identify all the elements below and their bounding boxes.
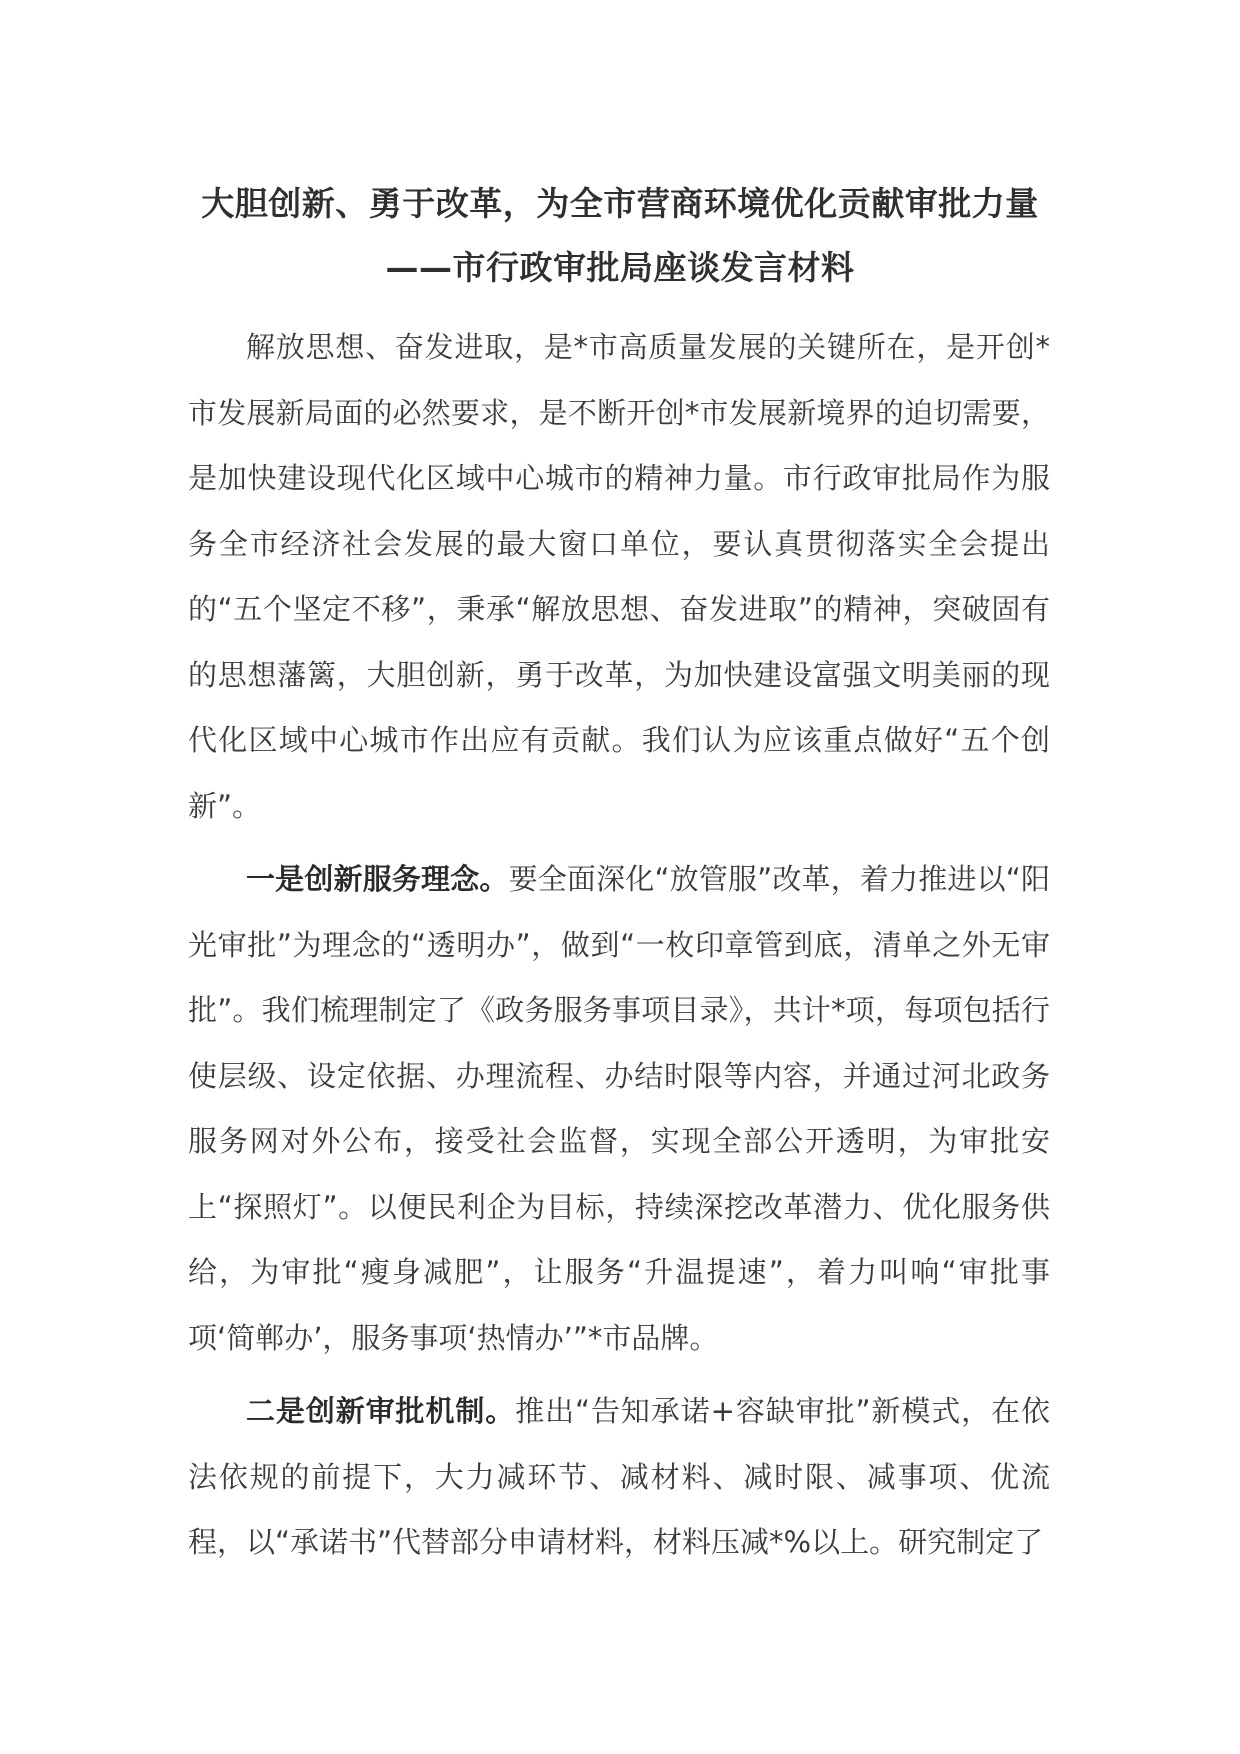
document-body xyxy=(188,315,1050,1576)
paragraph-intro xyxy=(188,315,1050,839)
paragraph-service-concept xyxy=(188,847,1050,1371)
paragraph-lead: 二是创新审批机制。 xyxy=(246,1394,516,1428)
document-subtitle: ——市行政审批局座谈发言材料 xyxy=(385,248,855,287)
paragraph-text: 要全面深化“放管服”改革，着力推进以“阳光审批”为理念的“透明办”，做到“一枚印章管到底，清单之外无审批”。我们梳理制定了《政务服务事项目录》，共计*项，每项包括行使层级、设定依据、办理流程、办结时限等内容，并通过河北政务服务网对外公布，接受社会监督，实现全部公开透明，为审批安上“探照灯”。以便民利企为目标，持续深挖改革潜力、优化服务供给，为审批“瘦身减肥”，让服务“升温提速”，着力叫响“审批事项‘简郸办’，服务事项‘热情办’”*市品牌。 xyxy=(188,862,1050,1355)
title-block xyxy=(150,172,1090,300)
document-title: 大胆创新、勇于改革，为全市营商环境优化贡献审批力量 xyxy=(201,184,1039,223)
paragraph-approval-mechanism xyxy=(188,1379,1050,1576)
paragraph-lead: 一是创新服务理念。 xyxy=(246,862,509,896)
paragraph-text: 解放思想、奋发进取，是*市高质量发展的关键所在，是开创*市发展新局面的必然要求，是不断开创*市发展新境界的迫切需要，是加快建设现代化区域中心城市的精神力量。市行政审批局作为服务全市经济社会发展的最大窗口单位，要认真贯彻落实全会提出的“五个坚定不移”，秉承“解放思想、奋发进取”的精神，突破固有的思想藩篱，大胆创新，勇于改革，为加快建设富强文明美丽的现代化区域中心城市作出应有贡献。我们认为应该重点做好“五个创新”。 xyxy=(188,330,1050,823)
paragraph-text: 推出“告知承诺+容缺审批”新模式，在依法依规的前提下，大力减环节、减材料、减时限、减事项、优流程，以“承诺书”代替部分申请材料，材料压减*%以上。研究制定了 xyxy=(188,1394,1050,1559)
